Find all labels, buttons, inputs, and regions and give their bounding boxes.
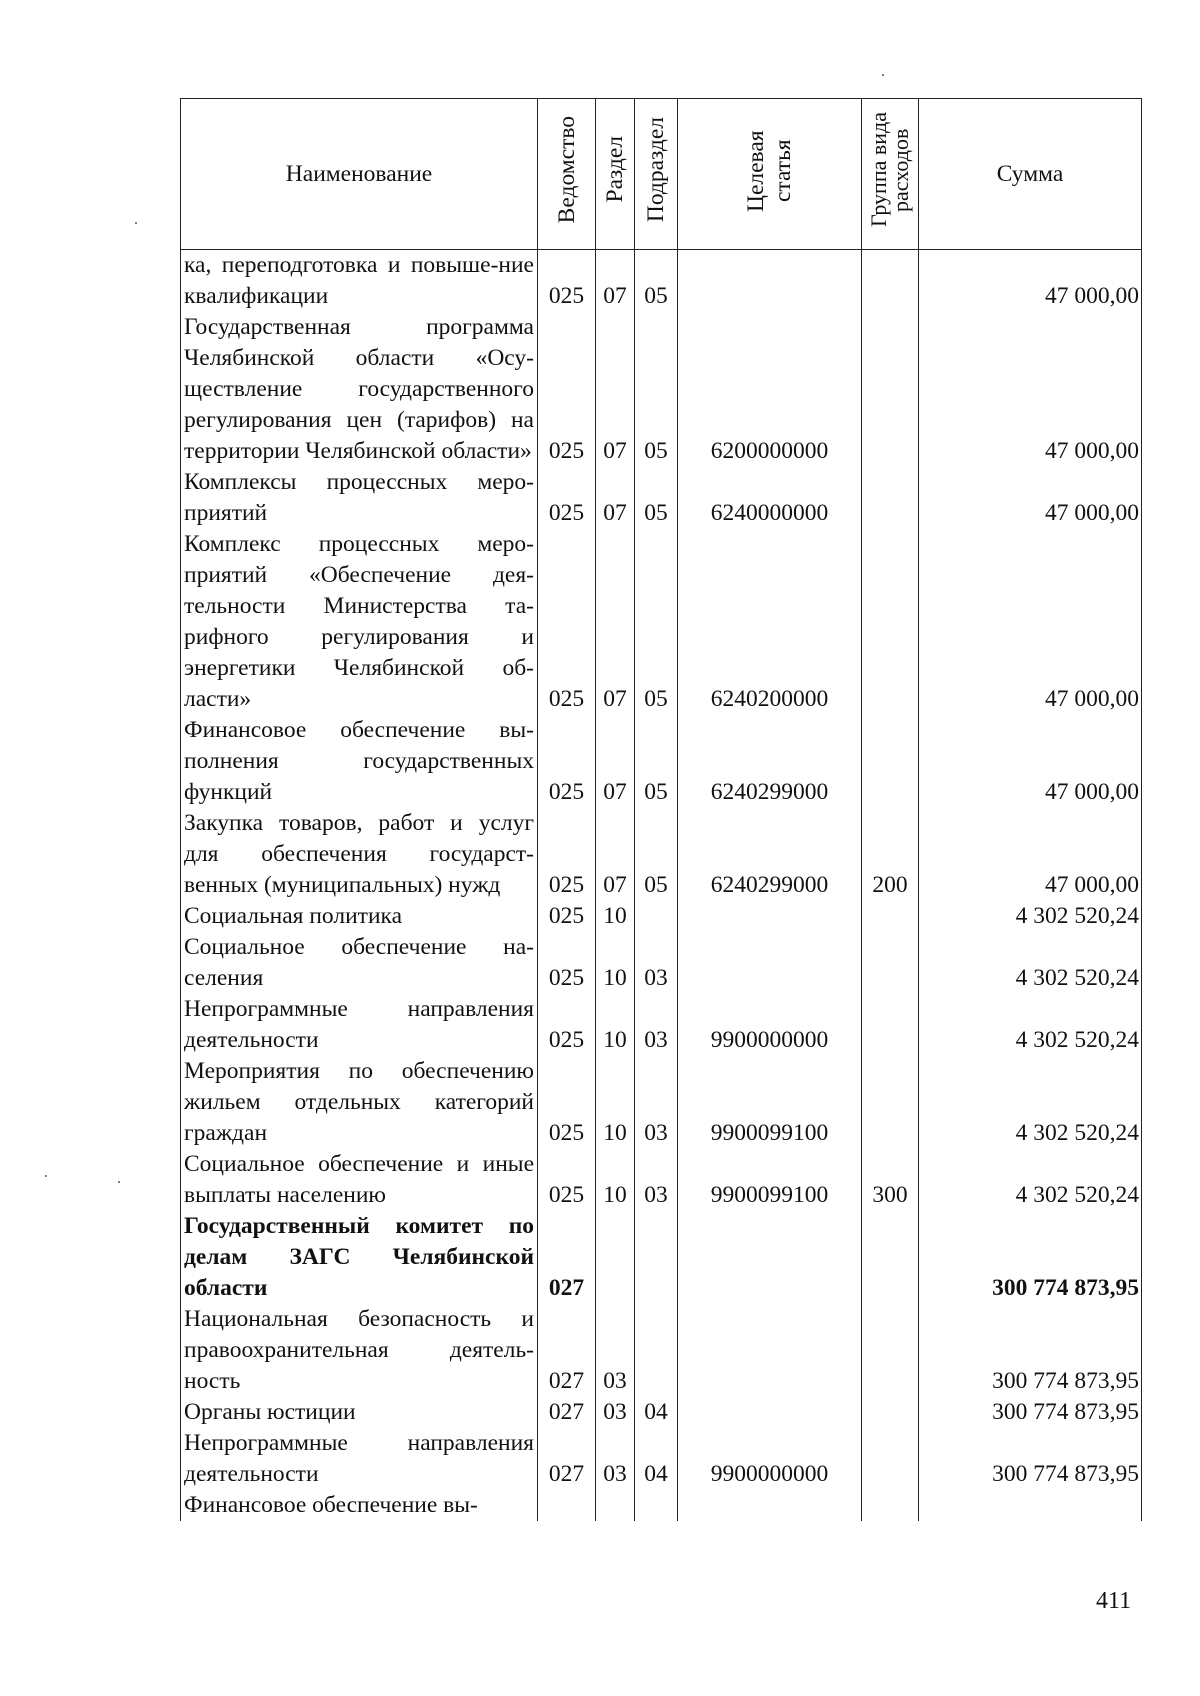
cell-section bbox=[596, 1490, 635, 1521]
cell-amount: 47 000,00 bbox=[919, 467, 1142, 529]
table-row bbox=[181, 715, 1142, 808]
cell-amount: 300 774 873,95 bbox=[919, 1428, 1142, 1490]
table-row bbox=[181, 1490, 1142, 1521]
cell-amount: 300 774 873,95 bbox=[919, 1211, 1142, 1304]
table-row bbox=[181, 1428, 1142, 1490]
cell-target-item bbox=[678, 1211, 862, 1304]
cell-expense-group bbox=[862, 1211, 919, 1304]
table-row bbox=[181, 1304, 1142, 1397]
header-expense-group: Группа вида расходов bbox=[862, 99, 919, 250]
cell-department: 025 bbox=[538, 1056, 596, 1149]
table-row bbox=[181, 1056, 1142, 1149]
cell-name: Мероприятия по обеспечению жильем отдельных категорий граждан bbox=[181, 1056, 538, 1149]
table-row bbox=[181, 312, 1142, 467]
cell-name: ка, переподготовка и повыше-ние квалификации bbox=[181, 250, 538, 313]
cell-section: 03 bbox=[596, 1304, 635, 1397]
cell-name: Органы юстиции bbox=[181, 1397, 538, 1428]
header-row bbox=[181, 99, 1142, 250]
cell-target-item: 6240000000 bbox=[678, 467, 862, 529]
cell-target-item: 9900099100 bbox=[678, 1149, 862, 1211]
cell-name: Непрограммные направления деятельности bbox=[181, 1428, 538, 1490]
header-section: Раздел bbox=[596, 99, 635, 250]
table-body bbox=[181, 250, 1142, 1522]
cell-section: 07 bbox=[596, 808, 635, 901]
cell-name: Государственный комитет по делам ЗАГС Челябинской области bbox=[181, 1211, 538, 1304]
cell-expense-group bbox=[862, 467, 919, 529]
cell-department: 025 bbox=[538, 312, 596, 467]
cell-amount: 4 302 520,24 bbox=[919, 1056, 1142, 1149]
table-row bbox=[181, 467, 1142, 529]
cell-section: 07 bbox=[596, 312, 635, 467]
header-subsection: Подраздел bbox=[635, 99, 678, 250]
cell-department: 025 bbox=[538, 467, 596, 529]
cell-expense-group bbox=[862, 529, 919, 715]
scan-speck bbox=[135, 222, 137, 224]
cell-target-item bbox=[678, 1490, 862, 1521]
header-name: Наименование bbox=[181, 99, 538, 250]
cell-section: 07 bbox=[596, 529, 635, 715]
cell-target-item: 9900000000 bbox=[678, 1428, 862, 1490]
cell-section: 03 bbox=[596, 1397, 635, 1428]
cell-expense-group bbox=[862, 715, 919, 808]
cell-name: Финансовое обеспечение вы-полнения государственных функций bbox=[181, 715, 538, 808]
cell-amount: 4 302 520,24 bbox=[919, 1149, 1142, 1211]
cell-amount: 300 774 873,95 bbox=[919, 1304, 1142, 1397]
cell-department: 025 bbox=[538, 529, 596, 715]
cell-amount: 4 302 520,24 bbox=[919, 901, 1142, 932]
cell-subsection: 05 bbox=[635, 715, 678, 808]
cell-target-item: 6240299000 bbox=[678, 715, 862, 808]
cell-target-item bbox=[678, 1397, 862, 1428]
cell-name: Социальная политика bbox=[181, 901, 538, 932]
table-row bbox=[181, 1149, 1142, 1211]
cell-section bbox=[596, 1211, 635, 1304]
scan-speck bbox=[118, 1181, 120, 1183]
cell-amount: 47 000,00 bbox=[919, 715, 1142, 808]
cell-expense-group: 200 bbox=[862, 808, 919, 901]
cell-expense-group bbox=[862, 250, 919, 313]
cell-amount bbox=[919, 1490, 1142, 1521]
cell-section: 07 bbox=[596, 715, 635, 808]
cell-amount: 300 774 873,95 bbox=[919, 1397, 1142, 1428]
cell-name: Социальное обеспечение на-селения bbox=[181, 932, 538, 994]
cell-target-item bbox=[678, 250, 862, 313]
cell-expense-group bbox=[862, 932, 919, 994]
table-row bbox=[181, 901, 1142, 932]
cell-expense-group: 300 bbox=[862, 1149, 919, 1211]
cell-section: 10 bbox=[596, 1056, 635, 1149]
cell-department: 027 bbox=[538, 1397, 596, 1428]
header-department: Ведомство bbox=[538, 99, 596, 250]
cell-department: 025 bbox=[538, 932, 596, 994]
cell-target-item: 9900000000 bbox=[678, 994, 862, 1056]
budget-table bbox=[180, 98, 1142, 1521]
cell-section: 10 bbox=[596, 1149, 635, 1211]
header-amount: Сумма bbox=[919, 99, 1142, 250]
cell-subsection: 05 bbox=[635, 467, 678, 529]
cell-subsection bbox=[635, 1304, 678, 1397]
cell-section: 10 bbox=[596, 994, 635, 1056]
cell-expense-group bbox=[862, 1428, 919, 1490]
cell-target-item: 6240200000 bbox=[678, 529, 862, 715]
table-row bbox=[181, 994, 1142, 1056]
table-row bbox=[181, 529, 1142, 715]
cell-name: Государственная программа Челябинской области «Осу-ществление государственного регулирования цен (тарифов) на территории Челябинской области» bbox=[181, 312, 538, 467]
cell-department bbox=[538, 1490, 596, 1521]
table-row bbox=[181, 1211, 1142, 1304]
table-row bbox=[181, 250, 1142, 313]
cell-name: Социальное обеспечение и иные выплаты населению bbox=[181, 1149, 538, 1211]
cell-subsection: 03 bbox=[635, 994, 678, 1056]
cell-department: 025 bbox=[538, 1149, 596, 1211]
cell-target-item: 9900099100 bbox=[678, 1056, 862, 1149]
cell-department: 025 bbox=[538, 808, 596, 901]
cell-department: 025 bbox=[538, 715, 596, 808]
table-row bbox=[181, 808, 1142, 901]
cell-name: Комплекс процессных меро-приятий «Обеспечение дея-тельности Министерства та-рифного регулирования и энергетики Челябинской об-ласти» bbox=[181, 529, 538, 715]
cell-subsection: 03 bbox=[635, 1056, 678, 1149]
cell-subsection: 05 bbox=[635, 250, 678, 313]
cell-name: Непрограммные направления деятельности bbox=[181, 994, 538, 1056]
cell-target-item bbox=[678, 901, 862, 932]
cell-target-item bbox=[678, 932, 862, 994]
cell-department: 025 bbox=[538, 994, 596, 1056]
cell-expense-group bbox=[862, 1056, 919, 1149]
cell-section: 10 bbox=[596, 901, 635, 932]
cell-subsection bbox=[635, 901, 678, 932]
cell-department: 027 bbox=[538, 1211, 596, 1304]
cell-amount: 4 302 520,24 bbox=[919, 932, 1142, 994]
cell-section: 10 bbox=[596, 932, 635, 994]
cell-department: 025 bbox=[538, 901, 596, 932]
cell-expense-group bbox=[862, 1397, 919, 1428]
cell-section: 07 bbox=[596, 250, 635, 313]
cell-amount: 47 000,00 bbox=[919, 250, 1142, 313]
cell-target-item: 6200000000 bbox=[678, 312, 862, 467]
cell-subsection: 04 bbox=[635, 1428, 678, 1490]
cell-section: 03 bbox=[596, 1428, 635, 1490]
table-row bbox=[181, 1397, 1142, 1428]
cell-amount: 47 000,00 bbox=[919, 312, 1142, 467]
cell-section: 07 bbox=[596, 467, 635, 529]
cell-subsection: 03 bbox=[635, 1149, 678, 1211]
scan-speck bbox=[45, 1175, 47, 1177]
cell-target-item: 6240299000 bbox=[678, 808, 862, 901]
cell-amount: 47 000,00 bbox=[919, 529, 1142, 715]
page-number: 411 bbox=[1096, 1588, 1132, 1614]
scan-speck bbox=[882, 74, 884, 76]
cell-target-item bbox=[678, 1304, 862, 1397]
cell-amount: 47 000,00 bbox=[919, 808, 1142, 901]
cell-department: 027 bbox=[538, 1428, 596, 1490]
cell-subsection bbox=[635, 1211, 678, 1304]
cell-amount: 4 302 520,24 bbox=[919, 994, 1142, 1056]
cell-name: Национальная безопасность и правоохранительная деятель-ность bbox=[181, 1304, 538, 1397]
table-header bbox=[181, 99, 1142, 250]
cell-expense-group bbox=[862, 994, 919, 1056]
cell-name: Комплексы процессных меро-приятий bbox=[181, 467, 538, 529]
cell-subsection: 04 bbox=[635, 1397, 678, 1428]
cell-expense-group bbox=[862, 312, 919, 467]
cell-department: 027 bbox=[538, 1304, 596, 1397]
cell-subsection: 05 bbox=[635, 312, 678, 467]
cell-name: Финансовое обеспечение вы- bbox=[181, 1490, 538, 1521]
cell-department: 025 bbox=[538, 250, 596, 313]
cell-subsection: 03 bbox=[635, 932, 678, 994]
cell-expense-group bbox=[862, 1304, 919, 1397]
header-target-item: Целевая статья bbox=[678, 99, 862, 250]
cell-subsection: 05 bbox=[635, 808, 678, 901]
cell-expense-group bbox=[862, 901, 919, 932]
cell-name: Закупка товаров, работ и услуг для обеспечения государст-венных (муниципальных) нужд bbox=[181, 808, 538, 901]
cell-expense-group bbox=[862, 1490, 919, 1521]
cell-subsection bbox=[635, 1490, 678, 1521]
table-row bbox=[181, 932, 1142, 994]
cell-subsection: 05 bbox=[635, 529, 678, 715]
